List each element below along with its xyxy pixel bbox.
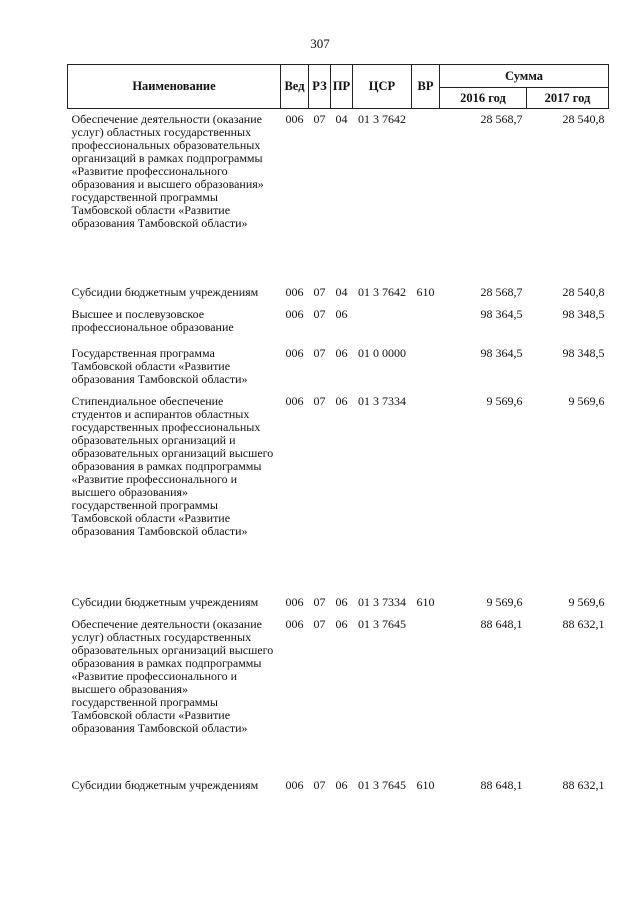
row-csr: 01 0 0000 bbox=[358, 346, 406, 360]
row-vr: 610 bbox=[416, 778, 435, 792]
row-name: Обеспечение деятельности (оказание услуг) областных государственных образовательных организаций высшего образования в рамках подпрограммы «Развитие профессионального и высшего образования» государственной программы Тамбовской области «Развитие образования Тамбовской области» bbox=[71, 617, 274, 735]
row-ved: 006 bbox=[285, 112, 304, 126]
row-amount-2017: 9 569,6 bbox=[568, 394, 605, 408]
row-rz: 07 bbox=[313, 307, 326, 321]
row-rz: 07 bbox=[313, 346, 326, 360]
row-csr: 01 3 7645 bbox=[358, 778, 406, 792]
row-name: Субсидии бюджетным учреждениям bbox=[71, 595, 259, 609]
row-pr: 06 bbox=[335, 346, 348, 360]
row-ved: 006 bbox=[285, 285, 304, 299]
row-rz: 07 bbox=[313, 112, 326, 126]
table-row bbox=[68, 592, 609, 614]
row-amount-2016: 98 364,5 bbox=[480, 346, 523, 360]
row-name: Субсидии бюджетным учреждениям bbox=[71, 778, 259, 792]
table-header bbox=[68, 65, 609, 109]
row-name: Государственная программа Тамбовской области «Развитие образования Тамбовской области» bbox=[71, 346, 248, 386]
row-rz: 07 bbox=[313, 285, 326, 299]
table-row bbox=[68, 614, 609, 775]
row-pr: 06 bbox=[335, 307, 348, 321]
row-amount-2017: 98 348,5 bbox=[562, 346, 605, 360]
row-rz: 07 bbox=[313, 394, 326, 408]
row-amount-2016: 88 648,1 bbox=[480, 617, 523, 631]
row-amount-2017: 88 632,1 bbox=[562, 778, 605, 792]
row-amount-2016: 28 568,7 bbox=[480, 112, 523, 126]
row-amount-2016: 98 364,5 bbox=[480, 307, 523, 321]
table-body bbox=[68, 109, 609, 798]
row-pr: 04 bbox=[335, 285, 348, 299]
row-pr: 06 bbox=[335, 394, 348, 408]
header-year-2017: 2017 год bbox=[527, 88, 609, 109]
header-ved: Вед bbox=[281, 65, 309, 109]
header-pr: ПР bbox=[331, 65, 353, 109]
row-vr: 610 bbox=[416, 285, 435, 299]
table-row bbox=[68, 775, 609, 797]
row-ved: 006 bbox=[285, 346, 304, 360]
table-row bbox=[68, 343, 609, 391]
row-amount-2017: 28 540,8 bbox=[562, 112, 605, 126]
row-rz: 07 bbox=[313, 617, 326, 631]
table-row bbox=[68, 109, 609, 283]
row-amount-2016: 9 569,6 bbox=[486, 595, 523, 609]
row-vr bbox=[412, 343, 440, 391]
row-ved: 006 bbox=[285, 595, 304, 609]
row-vr bbox=[412, 109, 440, 283]
row-name: Субсидии бюджетным учреждениям bbox=[71, 285, 259, 299]
header-sum: Сумма bbox=[440, 65, 609, 88]
row-ved: 006 bbox=[285, 307, 304, 321]
header-rz: РЗ bbox=[309, 65, 331, 109]
row-rz: 07 bbox=[313, 595, 326, 609]
row-amount-2017: 9 569,6 bbox=[568, 595, 605, 609]
row-ved: 006 bbox=[285, 617, 304, 631]
row-csr: 01 3 7642 bbox=[358, 285, 406, 299]
row-pr: 06 bbox=[335, 595, 348, 609]
row-csr: 01 3 7645 bbox=[358, 617, 406, 631]
table-row bbox=[68, 282, 609, 304]
row-pr: 04 bbox=[335, 112, 348, 126]
budget-table bbox=[67, 64, 609, 797]
row-name: Высшее и послевузовское профессиональное образование bbox=[71, 307, 234, 334]
row-amount-2017: 28 540,8 bbox=[562, 285, 605, 299]
row-amount-2017: 88 632,1 bbox=[562, 617, 605, 631]
row-amount-2016: 88 648,1 bbox=[480, 778, 523, 792]
row-pr: 06 bbox=[335, 617, 348, 631]
row-vr bbox=[412, 614, 440, 775]
row-vr: 610 bbox=[416, 595, 435, 609]
table-row bbox=[68, 304, 609, 343]
header-year-2016: 2016 год bbox=[440, 88, 527, 109]
row-rz: 07 bbox=[313, 778, 326, 792]
page-number: 307 bbox=[310, 36, 330, 51]
row-amount-2016: 9 569,6 bbox=[486, 394, 523, 408]
row-csr: 01 3 7334 bbox=[358, 595, 406, 609]
row-csr: 01 3 7642 bbox=[358, 112, 406, 126]
row-vr bbox=[412, 391, 440, 592]
row-csr: 01 3 7334 bbox=[358, 394, 406, 408]
table-row bbox=[68, 391, 609, 592]
row-amount-2017: 98 348,5 bbox=[562, 307, 605, 321]
row-ved: 006 bbox=[285, 778, 304, 792]
row-ved: 006 bbox=[285, 394, 304, 408]
row-name: Стипендиальное обеспечение студентов и аспирантов областных государственных профессиональных образовательных организаций и образовательных организаций высшего образования в рамках подпрограммы «Развитие профессионального и высшего образования» государственной программы Тамбовской области «Развитие образования Тамбовской области» bbox=[71, 394, 274, 538]
header-name: Наименование bbox=[68, 65, 281, 109]
header-csr: ЦСР bbox=[353, 65, 412, 109]
row-pr: 06 bbox=[335, 778, 348, 792]
row-csr bbox=[353, 304, 412, 343]
row-amount-2016: 28 568,7 bbox=[480, 285, 523, 299]
row-name: Обеспечение деятельности (оказание услуг) областных государственных профессиональных образовательных организаций в рамках подпрограммы «Развитие профессионального образования и высшего образования» государственной программы Тамбовской области «Развитие образования Тамбовской области» bbox=[71, 112, 264, 230]
row-vr bbox=[412, 304, 440, 343]
header-vr: ВР bbox=[412, 65, 440, 109]
